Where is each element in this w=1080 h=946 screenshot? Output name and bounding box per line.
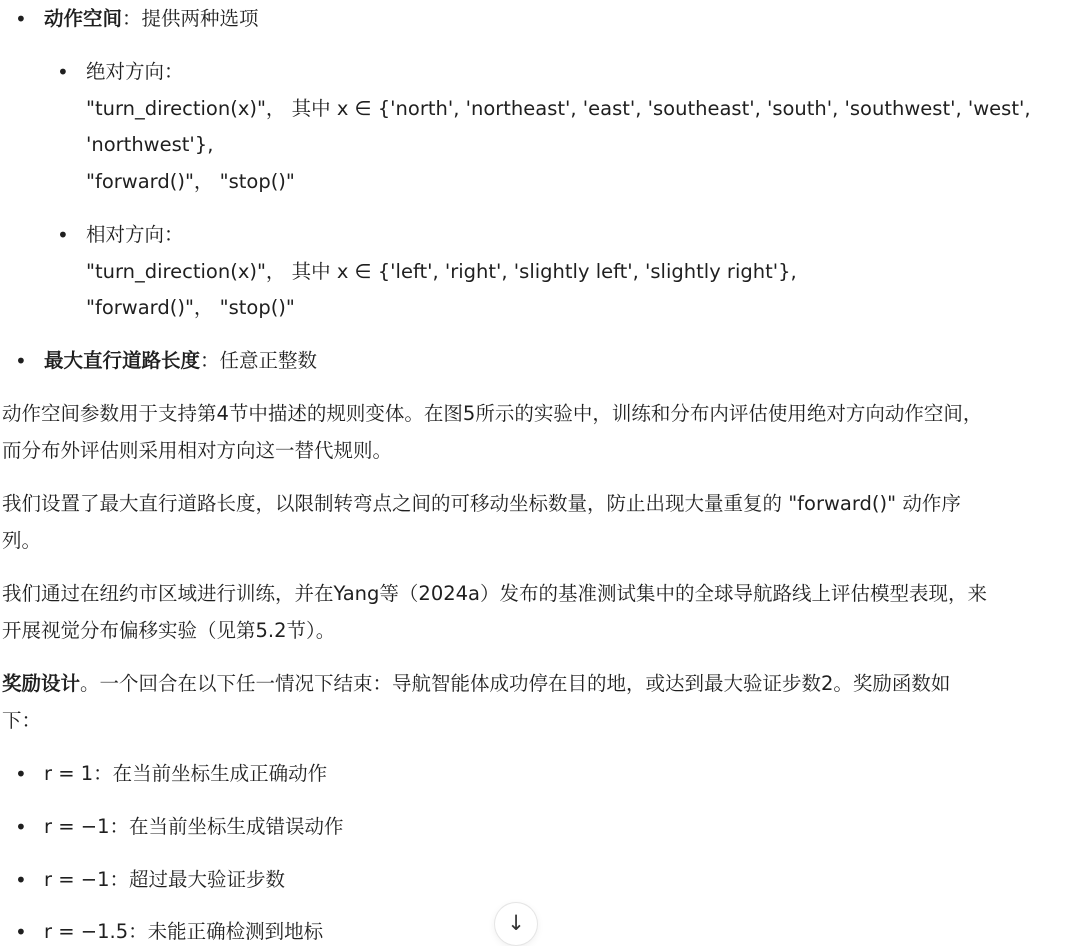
reward-item-3: • r = −1：超过最大验证步数 — [44, 865, 285, 895]
max-length-item — [44, 346, 317, 376]
paragraph-line-3: 我们设置了最大直行道路长度，以限制转弯点之间的可移动坐标数量，防止出现大量重复的 "forward()" 动作序 — [2, 492, 961, 515]
paragraph-line-4: 列。 — [2, 529, 42, 552]
scroll-down-button[interactable] — [495, 903, 537, 945]
reward-item-1: • r = 1：在当前坐标生成正确动作 — [44, 759, 327, 789]
reward-label: 奖励设计 — [2, 672, 81, 695]
relative-direction-label: 相对方向： — [86, 223, 184, 246]
absolute-direction-label: 绝对方向： — [86, 60, 184, 83]
reward-line-2: 下： — [2, 709, 42, 732]
arrow-down-icon: ↓ — [507, 910, 525, 935]
relative-direction-item — [86, 220, 184, 250]
paragraph-line-1: 动作空间参数用于支持第4节中描述的规则变体。在图5所示的实验中，训练和分布内评估使用绝对方向动作空间， — [2, 402, 983, 425]
relative-direction-line-1: "turn_direction(x)"， 其中 x ∈ {'left', 'right', 'slightly left', 'slightly right'}, — [86, 260, 797, 283]
paragraph-line-6: 开展视觉分布偏移实验（见第5.2节）。 — [2, 619, 336, 642]
absolute-direction-line-1: "turn_direction(x)"， 其中 x ∈ {'north', 'northeast', 'east', 'southeast', 'south', 'southwest', 'west', — [86, 97, 1031, 120]
paragraph-line-2: 而分布外评估则采用相对方向这一替代规则。 — [2, 439, 393, 462]
max-length-label: 最大直行道路长度 — [44, 349, 201, 372]
absolute-direction-line-3: "forward()"， "stop()" — [86, 170, 295, 193]
reward-item-2: • r = −1：在当前坐标生成错误动作 — [44, 812, 344, 842]
action-space-label: 动作空间 — [44, 7, 123, 30]
reward-line-1 — [2, 669, 950, 699]
reward-text: 。一个回合在以下任一情况下结束：导航智能体成功停在目的地，或达到最大验证步数2。奖励函数如 — [80, 672, 951, 695]
action-space-item — [44, 4, 259, 34]
max-length-text: ：任意正整数 — [200, 349, 318, 372]
action-space-text: ：提供两种选项 — [122, 7, 259, 30]
absolute-direction-line-2: 'northwest'}, — [86, 133, 214, 156]
reward-item-4: • r = −1.5：未能正确检测到地标 — [44, 917, 323, 946]
relative-direction-line-2: "forward()"， "stop()" — [86, 296, 295, 319]
absolute-direction-item — [86, 57, 184, 87]
paragraph-line-5: 我们通过在纽约市区域进行训练，并在Yang等（2024a）发布的基准测试集中的全球导航路线上评估模型表现，来 — [2, 582, 987, 605]
